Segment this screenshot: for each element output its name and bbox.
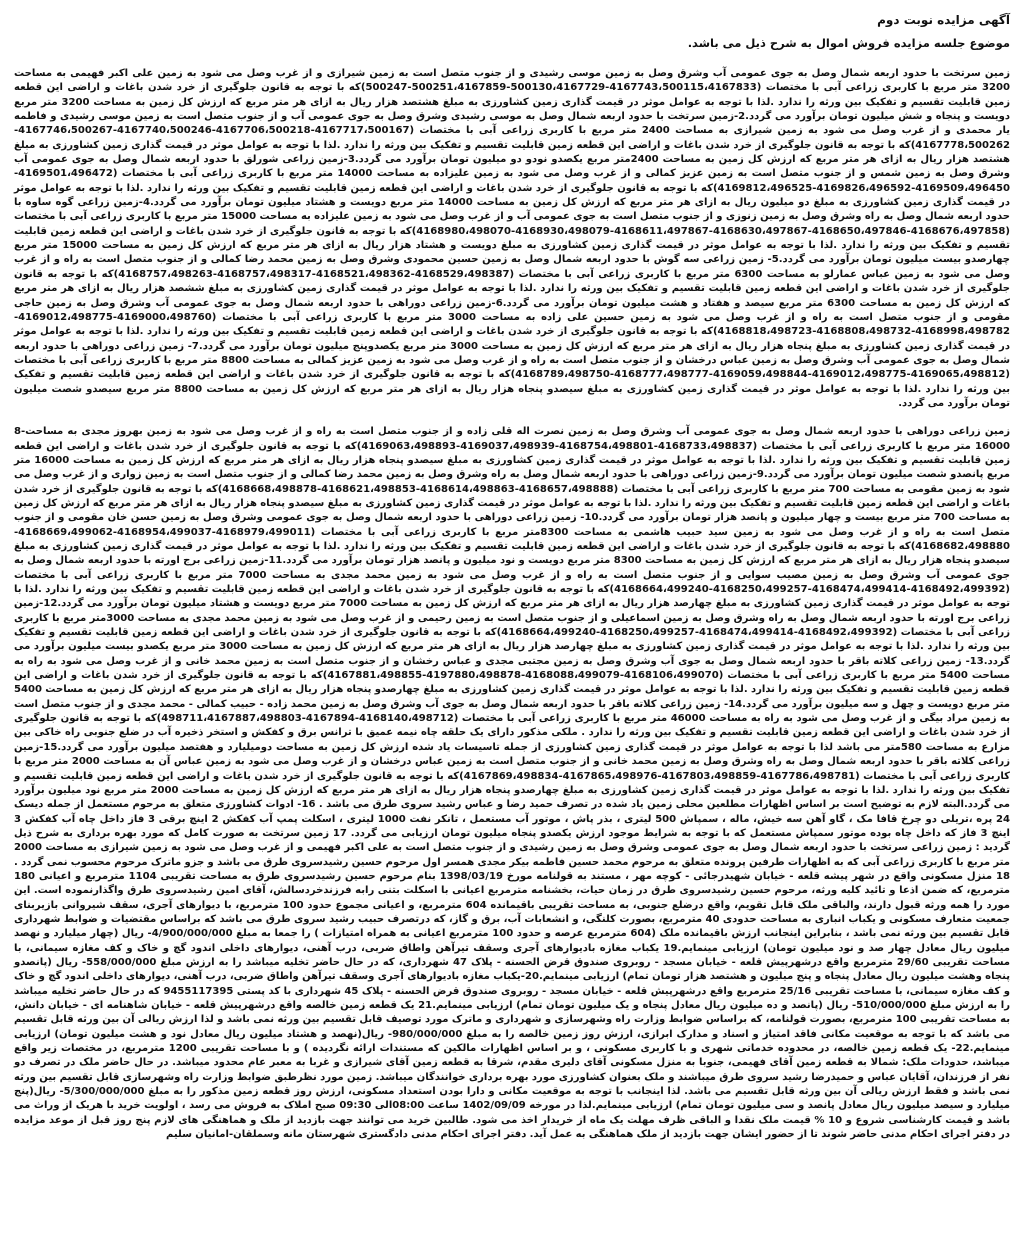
notice-paragraph-1: زمین سرتخت با حدود اربعه شمال وصل به جوی عمومی آب وشرق وصل به زمین موسی رشیدی و از جنوب متصل است به زمین شیرازی و از غرب وصل می شود به زمین علی اکبر فهیمی به مساحت 3200 متر مربع با کاربری زراعی آبی با مختصات (4167743،500115،4167833-500130،4167729-500251،4167859-500247)که با توجه به قانون جلوگیری از خرد شدن باغات و اراضی این قطعه زمین قابلیت تقسیم و تفکیک بین ورثه را ندارد .لذا با توجه به عوامل موثر در قیمت گذاری زمین کشاورزی به مبلغ هشتصد هزار ریال به ازای هر متر مربع که ارزش کل زمین به مساحت 3200 متر مربع دویست و پنجاه و شش میلیون تومان برآورد می گردد.2-زمین سرتخت با حدود اربعه شمال وصل به موسی رشیدی وشرق وصل به جوی عمومی آب و از جنوب متصل است به زمین موسی رشیدی و فاطمه یار محمدی و از غرب وصل می شود به زمین شیرازی به مساحت 2400 متر مربع با کاربری زراعی آبی با مختصات (4167717،500167-4167706،500218-4167740،500246-4167746،500267-4167778،500262)که با توجه به قانون جلوگیری از خرد شدن باغات و اراضی این قطعه زمین قابلیت تقسیم و تفکیک بین ورثه را ندارد .لذا با توجه به عوامل موثر در قیمت گذاری زمین کشاورزی به مبلغ هشتصد هزار ریال به ازای هر متر مربع که ارزش کل زمین به مساحت 2400متر مربع یکصدو نودو دو میلیون تومان برآورد می گردد.3-زمین زراعی شورلق با حدود اربعه شمال وصل به جوی عمومی آب وشرق وصل به زمین شمس و از جنوب متصل است به زمین عزیز کمالی و از غرب وصل می شود به زمین علیزاده به مساحت 14000 متر مربع با کاربری زراعی آبی با مختصات (4169501،496472-4169509،496450-4169826،496592-4169812،496525)که با توجه به قانون جلوگیری از خرد شدن باغات و اراضی این قطعه زمین قابلیت تقسیم و تفکیک بین ورثه را ندارد .لذا با توجه به عوامل موثر در قیمت گذاری زمین کشاورزی به مبلغ دو میلیون ریال به ازای هر متر مربع که ارزش کل زمین به مساحت 14000 متر مربع دویست و هشتاد میلیون تومان برآورد می گردد.4-زمین زراعی گوه ساوه با حدود اربعه شمال وصل به راه وشرق وصل به زمین زنوزی و از جنوب متصل است به جوی عمومی آب و از غرب وصل می شود به زمین علیزاده به مساحت 15000 متر مربع با کاربری زراعی آبی با مختصات (4168676،497858-4168650،497846-4168630،497867-4168611،497867-4168930،498079-4168980،498070)که با توجه به قانون جلوگیری از خرد شدن باغات و اراضی این قطعه زمین قابلیت تقسیم و تفکیک بین ورثه را ندارد .لذا با توجه به عوامل موثر در قیمت گذاری زمین کشاورزی به مبلغ دویست و هشتاد هزار ریال به ازای هر متر مربع که ارزش کل زمین به مساحت 15000 متر مربع چهارصدو بیست میلیون تومان برآورد می گردد.5- زمین زراعی سه گوش با حدود اربعه شمال وصل به زمین حسین محمودی وشرق وصل به زمین محمد رضا کمالی و از جنوب متصل است به راه و از غرب وصل می شود به زمین عباس عمارلو به مساحت 6300 متر مربع با کاربری زراعی آبی با مختصات (4168529،498387-4168521،498362-4168757،498317-4168757،498263)که با توجه به قانون جلوگیری از خرد شدن باغات و اراضی این قطعه زمین قابلیت تقسیم و تفکیک بین ورثه را ندارد .لذا با توجه به عوامل موثر در قیمت گذاری زمین کشاورزی به مبلغ ششصد هزار ریال به ازای هر متر مربع که ارزش کل زمین به مساحت 6300 متر مربع سیصد و هفتاد و هشت میلیون تومان برآورد می گردد.6-زمین زراعی دوراهی با حدود اربعه شمال وصل به جوی عمومی آب وشرق وصل به زمین حاجی مقومی و از جنوب متصل است به راه و از غرب وصل می شود به زمین حسین علی زاده به مساحت 3000 متر مربع با کاربری زراعی آبی با مختصات (4169000،498760-4169012،498775-4168998،498782-4168808،498732-4168818،498723)که با توجه به قانون جلوگیری از خرد شدن باغات و اراضی این قطعه زمین قابلیت تقسیم و تفکیک بین ورثه را ندارد .لذا با توجه به عوامل موثر در قیمت گذاری زمین کشاورزی به مبلغ پنجاه هزار ریال به ازای هر متر مربع که ارزش کل زمین به مساحت 3000 متر مربع یکصدوپنج میلیون تومان برآورد می گردد.7- زمین زراعی دوراهی با حدود اربعه شمال وصل به جوی عمومی آب وشرق وصل به زمین عباس درخشان و از جنوب متصل است به راه و از غرب وصل می شود به زمین عزیز کمالی به مساحت 8800 متر مربع با کاربری زراعی آبی با مختصات (4169065،498812-4169012،498775-4169059،498844-4168777،498777-4168789،498750)که با توجه به قانون جلوگیری از خرد شدن باغات و اراضی این قطعه زمین قابلیت تقسیم و تفکیک بین ورثه را ندارد .لذا با توجه به عوامل موثر در قیمت گذاری زمین کشاورزی به مبلغ سیصدو پنجاه هزار ریال به ازای هر متر مربع که ارزش کل زمین به مساحت 8800 متر مربع سیصدو شصت میلیون تومان برآورد می گردد. — [14, 68, 1011, 409]
notice-subject: موضوع جلسه مزایده فروش اموال به شرح ذیل می باشد. — [687, 36, 1010, 50]
notice-paragraph-2: زمین زراعی دوراهی با حدود اربعه شمال وصل به جوی عمومی آب وشرق وصل به زمین نصرت اله قلی زاده و از جنوب متصل است به راه و از غرب وصل می شود به زمین بهروز مجدی به مساحت-8 16000 متر مربع با کاربری زراعی آبی با مختصات (4168733،498837-4168754،498801-4169037،498939-4169063،498893)که با توجه به قانون جلوگیری از خرد شدن باغات و اراضی این قطعه زمین قابلیت تقسیم و تفکیک بین ورثه را ندارد .لذا با توجه به عوامل موثر در قیمت گذاری زمین کشاورزی به مبلغ سیصدو پنجاه هزار ریال به ازای هر متر مربع که ارزش کل زمین به مساحت 16000 متر مربع پانصدو شصت میلیون تومان برآورد می گردد.9-زمین زراعی دوراهی با حدود اربعه شمال وصل به راه وشرق وصل به زمین محمد رضا کمالی و از جنوب متصل است به زمین زواری و از غرب وصل می شود به زمین مقومی به مساحت 700 متر مربع با کاربری زراعی آبی با مختصات (4168657،498888-4168614،498863-4168621،498853-4168668،498878)که با توجه به قانون جلوگیری از خرد شدن باغات و اراضی این قطعه زمین قابلیت تقسیم و تفکیک بین ورثه را ندارد .لذا با توجه به عوامل موثر در قیمت گذاری زمین کشاورزی به مبلغ سیصدو پنجاه هزار ریال به ازای هر متر مربع که ارزش کل زمین به مساحت 700 متر مربع بیست و چهار میلیون و پانصد هزار تومان برآورد می گردد.10- زمین زراعی دوراهی با حدود اربعه شمال وصل به جوی عمومی وشرق وصل به زمین حسن خان مقومی و از جنوب متصل است به راه و از غرب وصل می شود به زمین سید حبیب هاشمی به مساحت 8300متر مربع با کاربری زراعی آبی با مختصات (4168979،499011-4168954،499037-4168669،499062-4168682،498880)که با توجه به قانون جلوگیری از خرد شدن باغات و اراضی این قطعه زمین قابلیت تقسیم و تفکیک بین ورثه را ندارد .لذا با توجه به عوامل موثر در قیمت گذاری زمین کشاورزی به مبلغ سیصدو پنجاه هزار ریال به ازای هر متر مربع که ارزش کل زمین به مساحت 8300 متر مربع دویست و نود میلیون و پانصد هزار تومان برآورد می گردد.11-زمین زراعی برج اورته با حدود اربعه شمال وصل به جوی عمومی آب وشرق وصل به زمین مصیب سوایی و از جنوب متصل است به راه و از غرب وصل می شود به زمین محمد مجدی به مساحت 7000 متر مربع با کاربری زراعی آبی با مختصات (4168492،499392-4168474،499414-4168250،499257-4168664،499240)که با توجه به قانون جلوگیری از خرد شدن باغات و اراضی این قطعه زمین قابلیت تقسیم و تفکیک بین ورثه را ندارد .لذا با توجه به عوامل موثر در قیمت گذاری زمین کشاورزی به مبلغ چهارصد هزار ریال به ازای هر متر مربع که ارزش کل زمین به مساحت 7000 متر مربع دویست و هشتاد میلیون تومان برآورد می گردد.12-زمین زراعی برج اورته با حدود اربعه شمال وصل به راه وشرق وصل به زمین اسماعیلی و از جنوب متصل است به زمین رحیمی و از غرب وصل می شود به زمین محمد مجدی به مساحت 3000متر مربع با کاربری زراعی آبی با مختصات (4168492،499392-4168474،499414-4168250،499257-4168664،499240)که با توجه به قانون جلوگیری از خرد شدن باغات و اراضی این قطعه زمین قابلیت تقسیم و تفکیک بین ورثه را ندارد .لذا با توجه به عوامل موثر در قیمت گذاری زمین کشاورزی به مبلغ چهارصد هزار ریال به ازای هر متر مربع که ارزش کل زمین به مساحت 3000 متر مربع یکصدو بیست میلیون برآورد می گردد.13- زمین زراعی کلاته باقر با حدود اربعه شمال وصل به جوی آب وشرق وصل به زمین مجتبی مجدی و عباس رخشان و از جنوب متصل است به زمین محمد خانی و از غرب وصل می شود به راه به مساحت 5400 متر مربع با کاربری زراعی آبی با مختصات (4168106،499070-4168088،499079-4197880،498878-4167881،498855)که با توجه به قانون جلوگیری از خرد شدن باغات و اراضی این قطعه زمین قابلیت تقسیم و تفکیک بین ورثه را ندارد .لذا با توجه به عوامل موثر در قیمت گذاری زمین کشاورزی به مبلغ چهارصدو پنجاه هزار ریال به ازای هر متر مربع که ارزش کل زمین به مساحت 5400 متر مربع دویست و چهل و سه میلیون برآورد می گردد.14- زمین زراعی کلاته باقر با حدود اربعه شمال وصل به جوی آب وشرق وصل به زمین محمد زاده - حبیب کمالی - محمد مجدی و از جنوب متصل است به زمین مراد بیگی و از غرب وصل می شود به راه به مساحت 46000 متر مربع با کاربری زراعی آبی با مختصات (4168140،498712-4167894-498711،4167887،498803)که با توجه به قانون جلوگیری از خرد شدن باغات و اراضی این قطعه زمین قابلیت تقسیم و تفکیک بین ورثه را ندارد . ملکی مذکور دارای یک حلقه چاه نیمه عمیق با ترانس برق و کفکش و استخر ذخیره آب در ضلع جنوبی راه خاکی بین مزارع به مساحت 580متر می باشد لذا با توجه به عوامل موثر در قیمت گذاری زمین کشاورزی از جمله تاسیسات یاد شده ارزش کل زمین به مساحت دومیلیارد و هفتصد میلیون برآورد می گردد.15-زمین زراعی کلاته باقر با حدود اربعه شمال وصل به راه وشرق وصل به زمین محمد خانی و از جنوب متصل است به زمین عباس درخشان و از غرب وصل می شود به زمین عباس آن به مساحت 2000 متر مربع با کاربری زراعی آبی با مختصات (4167786،498781-4167803،498859-4167865،498976-4167869،498834)که با توجه به قانون جلوگیری از خرد شدن باغات و اراضی این قطعه زمین قابلیت تقسیم و تفکیک بین ورثه را ندارد .لذا با توجه به عوامل موثر در قیمت گذاری زمین کشاورزی به مبلغ چهارصدو پنجاه هزار ریال به ازای هر متر مربع که ارزش کل زمین به مساحت 2000 متر مربع نود میلیون برآورد می گردد.البته لازم به توضیح است بر اساس اظهارات مطلعین محلی زمین یاد شده در تصرف حمید رضا و عباس رشید سروی طرق می باشد . 16- ادوات کشاورزی متعلق به مرحوم مستعمل از جمله دیسک 24 پره ،تریلی دو چرخ قافا مک ، گاو آهن سه خیش، ماله ، سمپاش 500 لیتری ، بذر پاش ، موتور آب مستعمل ، تانکر نفت 1000 لیتری ، اسکلت پمپ آب کفکش 2 اینچ برقی 3 فاز داخل چاه آب کفکش 3 اینچ 3 فاز که داخل چاه بوده موتور سمپاش مستعمل که با توجه به شرایط موجود ارزش یکصدو پنجاه میلیون تومان ارزیابی می گردد. 17 زمین سرتخت به صورت کامل که مورد بهره برداری به شرح ذیل گردید : زمین زراعی سرتخت با حدود اربعه شمال وصل به جوی عمومی وشرق وصل به زمین رشیدی و از جنوب متصل است به علی اکبر فهیمی و از غرب وصل می شود به زمین شیرازی به مساحت 2000 متر مربع با کاربری زراعی آبی که به اظهارات طرفین پرونده متعلق به مرحوم محمد حسین فاطمه بیکر مجدی همسر اول مرحوم حسین رشیدسروی طرق می باشد و جزو ماترک مرحوم محسوب نمی گردد . 18 منزل مسکونی واقع در شهر پیشه قلعه - خیابان شهیدرجائی - کوچه مهر ، مستند به قولنامه مورخ 1398/03/19 بنام مرحوم حسین رشیدسروی طرق به مساحت تقریبی 1104 مترمربع و اعیانی 180 مترمربع، که ضمن اذعا و تائید کلیه ورثه، مرحوم حسین رشیدسروی طرق در زمان حیات، بخشنامه مترمربع اعیانی با اسکلت بتنی رابه فرزندخردسالش، آقای امین رشیدسروی طرق واگذارنموده است. این مورد را همه ورثه قبول دارند، والباقی ملک قابل تقویم، واقع درضلع جنوبی، به مساحت تقریبی باقیمانده 604 مترمربع، و اعیانی مجموع حدود 100 مترمربع، با دیوارهای آجری، سقف شیروانی بازیربنای جمعیت متعارف مسکونی و یکباب انباری به مساحت حدودی 40 مترمربع، بصورت کلنگی، و انشعابات آب، برق و گاز، که درتصرف حبیب رشید سروی طرق می باشد که براساس مقتضیات و ضوابط شهرداری قابل تقسیم بین ورثه نمی باشد ، بنابراین اینجانب ارزش باقیمانده ملک (604 مترمربع عرصه و حدود 100 مترمربع اعیانی به همراه امتیازات ) را جمعا به مبلغ 4/900/000/000- ریال (چهار میلیارد و نهصد میلیون ریال معادل چهار صد و نود میلیون تومان) ارزیابی مینمایم.19 یکباب مغازه بادیوارهای آجری وسقف تیرآهن واطاق ضربی، درب آهنی، دیوارهای داخلی اندود گچ و خاک و کف مغازه سیمانی، با مساحت تقریبی 29/60 مترمربع واقع درشهرپیش قلعه - خیابان مسجد - روبروی صندوق قرض الحسنه - پلاک 47 شهرداری، که در حال حاضر تخلیه میباشد را به ارزش مبلغ 558/000/000- ریال (پانصدو پنجاه وهشت میلیون ریال معادل پنجاه و پنج میلیون و هشتصد هزار تومان تمام) ارزیابی مینمایم.20-یکباب مغازه بادیوارهای آجری وسقف تیرآهن واطاق ضربی، درب آهنی، دیوارهای داخلی اندود گچ و خاک و کف مغازه سیمانی، با مساحت تقریبی 25/16 مترمربع واقع درشهرپیش قلعه - خیابان مسجد - روبروی صندوق قرض الحسنه - پلاک 45 شهرداری با کد پستی 9455117395 که در حال حاضر تخلیه میباشد را به ارزش مبلغ 510/000/000- ریال (پانصد و ده میلیون ریال معادل پنجاه و یک میلیون تومان تمام) ارزیابی مینمایم.21 یک قطعه زمین خالصه واقع درشهرپیش قلعه - خیابان شاهنامه ای - خیابان دانش، به مساحت تقریبی 100 مترمربع، بصورت قولنامه، که براساس ضوابط وزارت راه وشهرسازی و شهرداری و ماترک مورد توصیف قابل تقسیم بین ورثه نمی باشد و لذا ارزش ریالی آن بین ورثه قابل تقسیم می باشد که با توجه به موقعیت مکانی فاقد امتیاز و اسناد و مدارک ابرازی، ارزش روز زمین خالصه را به مبلغ 980/000/000- ریال(نهصد و هشتاد میلیون ریال معادل نود و هشت میلیون تومان) ارزیابی مینمایم.22- یک قطعه زمین خالصه، در محدوده خدماتی شهری و با کاربری مسکونی ، و بر اساس اظهارات مالکین که مستندات ارائه نگردیده ) و با مساحت تقریبی 1200 مترمربع، در مختصات زیر واقع میباشد، حدودات ملک: شمالا به قطعه زمین آقای فهیمی، جنوبا به منزل مسکونی آقای دلیری مقدم، شرقا به قطعه زمین آقای شیرازی و غربا به معبر عام محدود میباشد. در حال حاضر ملک در تصرف دو نفر از فرزندان، آقایان عباس و حمیدرضا رشید سروی طرق میباشند و ملک بعنوان کشاورزی مورد بهره برداری خوانندگان میباشد. زمین مورد نظرطبق ضوابط وزارت راه وشهرسازی قابل تقسیم بین ورثه نمی باشد و فقط ارزش ریالی آن بین ورثه قابل تقسیم می باشد. لذا اینجانب با توجه به موقعیت مکانی و دارا بودن استعداد مسکونی، ارزش روز قطعه زمین مذکور را به مبلغ 5/300/000/000- ریال(پنج میلیارد و سیصد میلیون ریال معادل پانصد و سی میلیون تومان تمام) ارزیابی مینمایم.لذا در مورخه 1402/09/09 ساعت 08:00الی 09:30 صبح املاک به فروش می رسد ، اولویت خرید با هریک از وراث می باشد و قیمت کارشناسی شروع و 10 % قیمت ملک نقدا و الباقی ظرف مهلت یک ماه از خریدار اخذ می شود. طالبین خرید می توانند جهت بازدید از ملک و هماهنگی های لازم پنج روز قبل از موعد مزایده در دفتر اجرای احکام مدنی حاضر شوند تا از حضور ایشان جهت بازدید از ملک هماهنگی به عمل آید. دفتر اجرای احکام مدنی دادگستری شهرستان مانه وسملقان-امانیان سلیم — [14, 426, 1011, 1141]
notice-title: آگهی مزایده نوبت دوم — [877, 13, 1010, 27]
